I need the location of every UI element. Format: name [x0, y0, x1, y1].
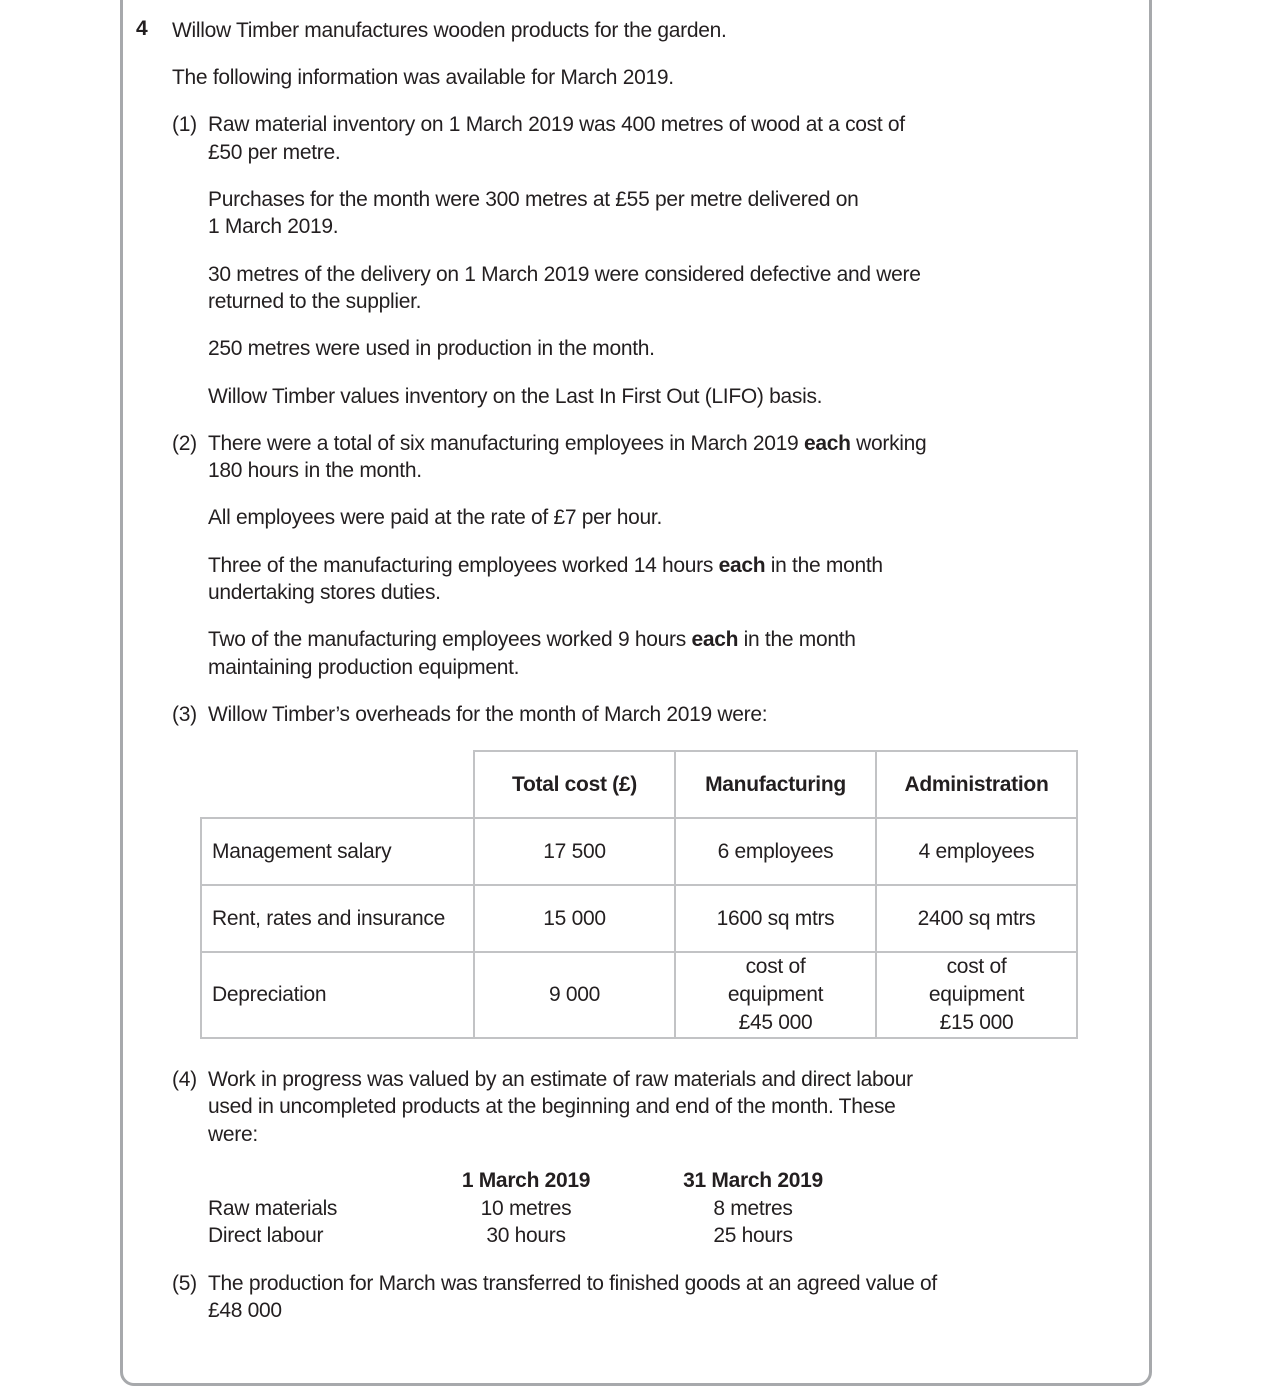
table-cell-total: 9 000 [474, 952, 675, 1038]
item-1-p3-line2: returned to the supplier. [208, 290, 422, 313]
question-number: 4 [136, 17, 148, 40]
item-1-p3-line1: 30 metres of the delivery on 1 March 2019 were considered defective and were [208, 263, 921, 286]
item-5-line1: The production for March was transferred to finished goods at an agreed value of [208, 1272, 937, 1295]
wip-row-start: 10 metres [480, 1197, 572, 1220]
item-1-p2-line1: Purchases for the month were 300 metres at £55 per metre delivered on [208, 188, 859, 211]
item-4-line2: used in uncompleted products at the beginning and end of the month. These [208, 1095, 896, 1118]
table-cell-label: Depreciation [201, 952, 474, 1038]
wip-row-end: 25 hours [713, 1224, 793, 1247]
wip-row-label: Raw materials [208, 1197, 338, 1220]
item-2-label: (2) [172, 432, 197, 455]
item-1-p4: 250 metres were used in production in the month. [208, 337, 655, 360]
item-2-p3-line2: undertaking stores duties. [208, 581, 441, 604]
table-row [201, 818, 1077, 885]
table-header-empty [201, 751, 474, 818]
overheads-table [200, 750, 1078, 1039]
question-lead: The following information was available for March 2019. [172, 66, 674, 89]
wip-row-end: 8 metres [713, 1197, 793, 1220]
table-cell-administration: 4 employees [876, 818, 1077, 885]
item-2-p4-line1: Two of the manufacturing employees worked 9 hours each in the month [208, 628, 856, 651]
wip-header-start: 1 March 2019 [461, 1169, 591, 1192]
item-2-p3-line1: Three of the manufacturing employees worked 14 hours each in the month [208, 554, 883, 577]
table-cell-label: Management salary [201, 818, 474, 885]
item-2-p1-line2: 180 hours in the month. [208, 459, 422, 482]
table-row [201, 885, 1077, 952]
item-5-label: (5) [172, 1272, 197, 1295]
table-header-administration: Administration [876, 751, 1077, 818]
item-1-p2-line2: 1 March 2019. [208, 215, 339, 238]
item-5-line2: £48 000 [208, 1299, 282, 1322]
table-cell-label: Rent, rates and insurance [201, 885, 474, 952]
question-intro: Willow Timber manufactures wooden products for the garden. [172, 19, 727, 42]
item-3-text: Willow Timber’s overheads for the month of March 2019 were: [208, 703, 768, 726]
wip-row-label: Direct labour [208, 1224, 324, 1247]
table-cell-administration: cost of equipment £15 000 [876, 952, 1077, 1038]
table-cell-total: 17 500 [474, 818, 675, 885]
table-header-manufacturing: Manufacturing [675, 751, 876, 818]
item-4-label: (4) [172, 1068, 197, 1091]
table-cell-total: 15 000 [474, 885, 675, 952]
table-header-total-cost: Total cost (£) [474, 751, 675, 818]
item-1-p1-line2: £50 per metre. [208, 141, 341, 164]
table-cell-manufacturing: cost of equipment £45 000 [675, 952, 876, 1038]
item-2-p4-line2: maintaining production equipment. [208, 656, 520, 679]
item-2-p2: All employees were paid at the rate of £7 per hour. [208, 506, 662, 529]
item-3-label: (3) [172, 703, 197, 726]
table-cell-manufacturing: 1600 sq mtrs [675, 885, 876, 952]
item-4-line3: were: [208, 1123, 258, 1146]
table-header-row [201, 751, 1077, 818]
item-4-line1: Work in progress was valued by an estimate of raw materials and direct labour [208, 1068, 913, 1091]
table-cell-administration: 2400 sq mtrs [876, 885, 1077, 952]
table-row [201, 952, 1077, 1038]
item-2-p1-line1: There were a total of six manufacturing employees in March 2019 each working [208, 432, 927, 455]
table-cell-manufacturing: 6 employees [675, 818, 876, 885]
item-1-p5: Willow Timber values inventory on the Last In First Out (LIFO) basis. [208, 385, 823, 408]
item-1-label: (1) [172, 113, 197, 136]
wip-row-start: 30 hours [486, 1224, 566, 1247]
item-1-p1-line1: Raw material inventory on 1 March 2019 was 400 metres of wood at a cost of [208, 113, 905, 136]
wip-header-end: 31 March 2019 [683, 1169, 823, 1192]
